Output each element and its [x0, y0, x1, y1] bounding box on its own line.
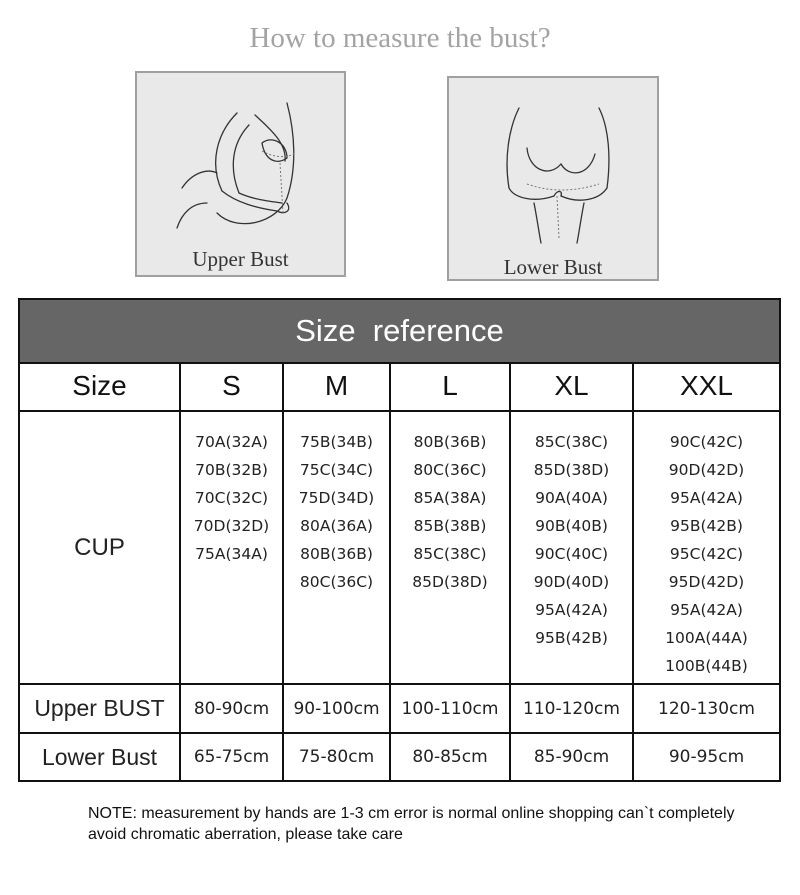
size-label: Size — [72, 370, 127, 401]
cup-value: 100A(44A) — [665, 629, 748, 647]
note-text: NOTE: measurement by hands are 1-3 cm error is normal online shopping can`t completely avoid chromatic aberration, please take care — [88, 805, 735, 843]
cup-value: 100B(44B) — [665, 657, 748, 675]
cup-value: 90C(40C) — [534, 545, 609, 563]
cup-list-l — [391, 428, 509, 596]
size-header-m: M — [324, 370, 349, 401]
upper-bust-caption: Upper Bust — [192, 247, 289, 271]
upper-bust-value: 100-110cm — [401, 698, 499, 719]
cup-label: CUP — [74, 533, 125, 561]
upper-bust-value: 120-130cm — [658, 698, 755, 719]
cup-value: 75D(34D) — [298, 489, 375, 507]
cup-value: 85C(38C) — [534, 433, 609, 451]
cup-value: 85D(38D) — [412, 573, 488, 591]
cup-value: 85A(38A) — [413, 489, 487, 507]
cup-value: 85C(38C) — [413, 545, 487, 563]
lower-bust-value: 75-80cm — [298, 747, 375, 767]
cup-value: 85D(38D) — [533, 461, 610, 479]
cup-value: 75B(34B) — [300, 433, 373, 451]
cup-value: 70B(32B) — [195, 461, 268, 479]
upper-bust-value: 80-90cm — [193, 698, 270, 719]
cup-list-xxl — [634, 428, 779, 680]
cup-value: 80C(36C) — [413, 461, 487, 479]
upper-bust-illustration — [135, 71, 346, 277]
cup-list-m — [284, 428, 389, 596]
size-header-s: S — [222, 370, 241, 401]
cup-value: 85B(38B) — [413, 517, 487, 535]
cup-value: 95A(42A) — [535, 601, 608, 619]
page-title: How to measure the bust? — [249, 22, 551, 54]
lower-bust-illustration — [447, 76, 659, 281]
cup-value: 70D(32D) — [193, 517, 270, 535]
lower-bust-value: 85-90cm — [533, 747, 610, 767]
cup-value: 90B(40B) — [535, 517, 608, 535]
size-header-l: L — [442, 370, 458, 401]
cup-list-xl — [511, 428, 632, 652]
cup-value: 90C(42C) — [669, 433, 744, 451]
lower-bust-caption: Lower Bust — [503, 255, 603, 279]
cup-value: 90A(40A) — [535, 489, 608, 507]
upper-bust-label: Upper BUST — [34, 695, 165, 721]
cup-value: 80B(36B) — [300, 545, 373, 563]
upper-bust-value: 90-100cm — [293, 698, 380, 719]
lower-bust-value: 65-75cm — [193, 747, 270, 767]
size-header-xl: XL — [554, 370, 589, 401]
cup-value: 80A(36A) — [300, 517, 373, 535]
cup-value: 95B(42B) — [670, 517, 743, 535]
cup-value: 95D(42D) — [668, 573, 745, 591]
cup-value: 90D(42D) — [668, 461, 745, 479]
lower-bust-label: Lower Bust — [41, 743, 158, 770]
cup-value: 70C(32C) — [194, 489, 269, 507]
lower-bust-value: 80-85cm — [412, 747, 488, 767]
cup-value: 95A(42A) — [670, 601, 743, 619]
size-reference-table — [18, 298, 781, 782]
lower-bust-value: 90-95cm — [668, 747, 745, 767]
upper-bust-value: 110-120cm — [523, 698, 620, 719]
size-header-xxl: XXL — [680, 370, 733, 401]
cup-value: 95B(42B) — [535, 629, 608, 647]
cup-value: 70A(32A) — [195, 433, 268, 451]
cup-value: 75A(34A) — [195, 545, 268, 563]
cup-value: 95A(42A) — [670, 489, 743, 507]
cup-list-s — [181, 428, 282, 568]
upper-bust-figure-drawing — [137, 73, 344, 243]
table-title: Size reference — [20, 300, 779, 364]
cup-value: 80C(36C) — [299, 573, 374, 591]
cup-value: 75C(34C) — [299, 461, 374, 479]
lower-bust-figure-drawing — [449, 78, 657, 248]
cup-value: 80B(36B) — [413, 433, 487, 451]
cup-value: 95C(42C) — [669, 545, 744, 563]
cup-value: 90D(40D) — [533, 573, 610, 591]
